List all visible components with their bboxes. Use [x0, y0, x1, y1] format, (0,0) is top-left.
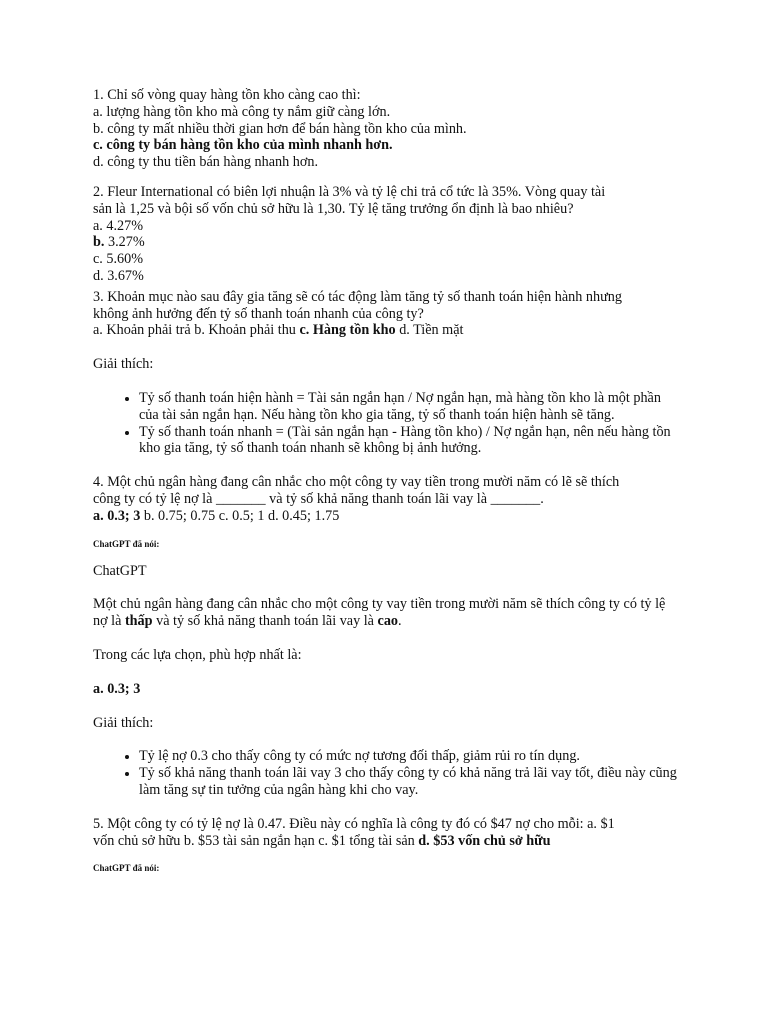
- question-3-options-post: d. Tiền mặt: [395, 322, 464, 339]
- question-5-line2: [93, 833, 683, 850]
- question-3-text-line2: không ảnh hưởng đến tỷ số thanh toán nhanh của công ty?: [93, 305, 424, 322]
- question-5-line1: 5. Một công ty có tỷ lệ nợ là 0.47. Điều này có nghĩa là công ty đó có $47 nợ cho mỗi: a. $1: [93, 815, 615, 832]
- question-2-option-a: a. 4.27%: [93, 217, 144, 234]
- chatgpt-reply-paragraph: [93, 596, 683, 630]
- reply-bold-low: thấp: [124, 613, 153, 630]
- question-2-option-b: [93, 234, 683, 251]
- chatgpt-name: ChatGPT: [93, 562, 147, 579]
- chatgpt-explain-item: • Tỷ lệ nợ 0.3 cho thấy công ty có mức nợ tương đối thấp, giảm rủi ro tín dụng.: [139, 748, 683, 765]
- question-3-options-pre: a. Khoản phải trả b. Khoản phải thu: [93, 322, 300, 339]
- question-5-options-pre: vốn chủ sở hữu b. $53 tài sản ngắn hạn c. $1 tổng tài sản: [93, 832, 419, 849]
- question-2-option-d: d. 3.67%: [93, 267, 144, 284]
- chatgpt-explain-item: • Tỷ số khả năng thanh toán lãi vay 3 cho thấy công ty có khả năng trả lãi vay tốt, điều này cũng làm tăng sự tin tưởng của ngân hàng khi cho vay.: [139, 765, 683, 799]
- question-1: [93, 87, 683, 171]
- question-2: [93, 184, 683, 285]
- question-4-options-rest: b. 0.75; 0.75 c. 0.5; 1 d. 0.45; 1.75: [140, 507, 340, 524]
- question-2-option-c: c. 5.60%: [93, 251, 144, 268]
- question-1-option-b: b. công ty mất nhiều thời gian hơn để bán hàng tồn kho của mình.: [93, 120, 467, 137]
- question-5: [93, 816, 683, 850]
- reply-text: .: [398, 613, 402, 630]
- question-3-explain-item: • Tỷ số thanh toán nhanh = (Tài sản ngắn hạn - Hàng tồn kho) / Nợ ngắn hạn, nên nếu hàng tồn kho gia tăng, tỷ số thanh toán nhanh sẽ không bị ảnh hưởng.: [139, 424, 683, 458]
- question-4-options: [93, 508, 683, 525]
- question-3-explain-item: • Tỷ số thanh toán hiện hành = Tài sản ngắn hạn / Nợ ngắn hạn, mà hàng tồn kho là một phần của tài sản ngắn hạn. Nếu hàng tồn kho gia tăng, tỷ số thanh toán hiện hành sẽ tăng.: [139, 390, 683, 424]
- document-content: [93, 87, 683, 874]
- question-3-answer: c. Hàng tồn kho: [299, 322, 396, 339]
- question-3-explain-title: Giải thích:: [93, 356, 154, 373]
- question-4: [93, 474, 683, 524]
- question-4-answer: a. 0.3; 3: [93, 507, 141, 524]
- reply-text: Một chủ ngân hàng đang cân nhắc cho một công ty vay tiền trong mười năm sẽ thích công ty có tỷ lệ nợ là: [93, 596, 666, 630]
- question-2-option-b-prefix: b.: [93, 234, 105, 251]
- chatgpt-said-label: ChatGPT đã nói:: [93, 863, 160, 874]
- question-1-text: 1. Chỉ số vòng quay hàng tồn kho càng cao thì:: [93, 87, 361, 103]
- chatgpt-reply-1: [93, 538, 683, 799]
- chatgpt-answer: a. 0.3; 3: [93, 680, 141, 697]
- question-2-text-line2: sản là 1,25 và bội số vốn chủ sở hữu là 1,30. Tỷ lệ tăng trưởng ổn định là bao nhiêu?: [93, 200, 574, 217]
- question-1-option-c-answer: c. công ty bán hàng tồn kho của mình nhanh hơn.: [93, 137, 393, 154]
- chatgpt-explain-title: Giải thích:: [93, 714, 154, 731]
- question-3-options: [93, 322, 683, 339]
- question-4-text-line1: 4. Một chủ ngân hàng đang cân nhắc cho một công ty vay tiền trong mười năm có lẽ sẽ thích: [93, 474, 620, 491]
- question-3: [93, 289, 683, 457]
- question-3-text-line1: 3. Khoản mục nào sau đây gia tăng sẽ có tác động làm tăng tỷ số thanh toán hiện hành nhưng: [93, 288, 622, 305]
- chatgpt-choice-intro: Trong các lựa chọn, phù hợp nhất là:: [93, 646, 302, 663]
- question-3-explain-list: [93, 390, 683, 457]
- question-2-text-line1: 2. Fleur International có biên lợi nhuận là 3% và tỷ lệ chi trả cổ tức là 35%. Vòng quay tài: [93, 183, 606, 200]
- question-1-option-a: a. lượng hàng tồn kho mà công ty nắm giữ càng lớn.: [93, 103, 391, 120]
- chatgpt-said-label: ChatGPT đã nói:: [93, 538, 160, 549]
- question-2-option-b-text: 3.27%: [104, 234, 145, 251]
- question-1-option-d: d. công ty thu tiền bán hàng nhanh hơn.: [93, 154, 319, 171]
- question-5-answer: d. $53 vốn chủ sở hữu: [418, 832, 551, 849]
- reply-bold-high: cao: [377, 613, 399, 630]
- chatgpt-explain-list: [93, 748, 683, 798]
- question-4-text-line2: công ty có tỷ lệ nợ là _______ và tỷ số khả năng thanh toán lãi vay là _______.: [93, 490, 544, 507]
- reply-text: và tỷ số khả năng thanh toán lãi vay là: [152, 613, 378, 630]
